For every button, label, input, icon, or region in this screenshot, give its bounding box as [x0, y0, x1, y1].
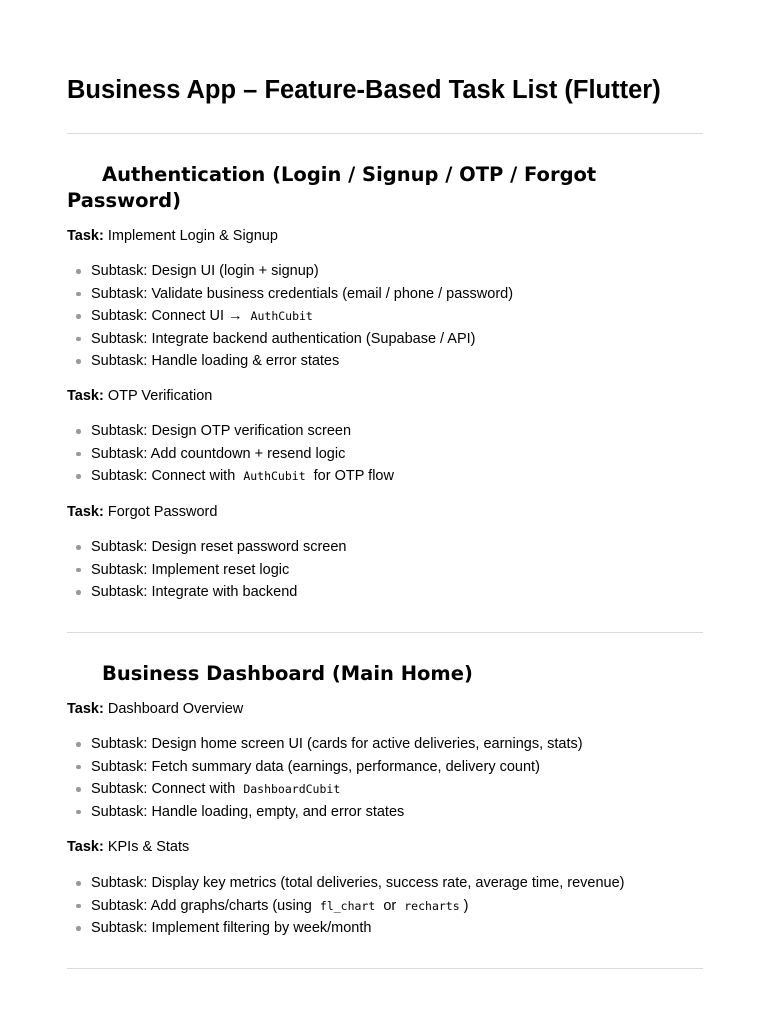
- inline-code: AuthCubit: [243, 469, 306, 483]
- subtask-text: Subtask: Add graphs/charts (using: [91, 897, 312, 914]
- subtask-text: Subtask: Design home screen UI (cards for active deliveries, earnings, stats): [91, 736, 583, 752]
- bullet-icon: [76, 590, 81, 595]
- list-item: [67, 537, 347, 560]
- bullet-icon: [76, 337, 81, 342]
- subtask-text: Subtask: Handle loading & error states: [91, 353, 340, 369]
- subtask-text: Subtask: Connect with: [91, 781, 236, 797]
- divider: [67, 133, 703, 134]
- bullet-icon: [76, 269, 81, 274]
- subtask-list: [67, 261, 513, 374]
- bullet-icon: [76, 292, 81, 297]
- list-item: [67, 734, 583, 757]
- list-item: [67, 582, 347, 605]
- subtask-text: Subtask: Validate business credentials (email / phone / password): [91, 285, 514, 302]
- list-item: [67, 466, 394, 489]
- inline-code: recharts: [404, 898, 460, 913]
- subtask-list: [67, 537, 347, 605]
- bullet-icon: [76, 787, 81, 792]
- subtask-text: for OTP flow: [313, 468, 394, 484]
- subtask-text: Subtask: Integrate backend authentication (Supabase / API): [91, 330, 476, 347]
- list-item: [67, 284, 513, 307]
- task-name: Forgot Password: [107, 504, 218, 520]
- subtask-text: Subtask: Design UI (login + signup): [91, 263, 319, 279]
- bullet-icon: [76, 765, 81, 770]
- task-kpis-stats: [67, 837, 189, 857]
- list-item: [67, 873, 625, 896]
- list-item: [67, 896, 625, 919]
- task-name: Dashboard Overview: [107, 701, 244, 717]
- subtask-text: Subtask: Handle loading, empty, and error states: [91, 803, 405, 820]
- bullet-icon: [76, 568, 81, 573]
- subtask-text: ): [463, 897, 469, 914]
- list-item: [67, 560, 347, 583]
- subtask-text: Subtask: Implement reset logic: [91, 561, 290, 578]
- list-item: [67, 351, 513, 374]
- task-label: Task:: [67, 504, 104, 520]
- list-item: [67, 329, 513, 352]
- list-item: [67, 757, 583, 780]
- task-label: Task:: [67, 388, 104, 404]
- task-label: Task:: [67, 228, 104, 244]
- subtask-text: Subtask: Design reset password screen: [91, 539, 347, 555]
- divider: [67, 968, 703, 969]
- bullet-icon: [76, 881, 81, 886]
- subtask-list: [67, 421, 394, 489]
- bullet-icon: [76, 926, 81, 931]
- subtask-text: Subtask: Integrate with backend: [91, 584, 298, 600]
- list-item: [67, 779, 583, 802]
- subtask-text: Subtask: Connect with: [91, 468, 236, 484]
- subtask-text: Subtask: Design OTP verification screen: [91, 423, 352, 439]
- task-name: Implement Login & Signup: [107, 228, 278, 244]
- list-item: [67, 802, 583, 825]
- task-login-signup: [67, 226, 278, 246]
- inline-code: fl_chart: [319, 898, 376, 913]
- task-otp-verification: [67, 386, 212, 406]
- inline-code: AuthCubit: [250, 309, 313, 323]
- section-heading-authentication: Authentication (Login / Signup / OTP / Forgot Password): [67, 163, 597, 212]
- bullet-icon: [76, 810, 81, 815]
- list-item: [67, 918, 625, 941]
- document-title: Business App – Feature-Based Task List (Flutter): [67, 76, 661, 104]
- bullet-icon: [76, 904, 81, 909]
- list-item: [67, 444, 394, 467]
- task-label: Task:: [67, 839, 104, 855]
- task-dashboard-overview: [67, 699, 243, 719]
- inline-code: DashboardCubit: [243, 782, 341, 796]
- divider: [67, 632, 703, 633]
- subtask-text: Subtask: Implement filtering by week/month: [91, 920, 372, 936]
- task-label: Task:: [67, 701, 104, 717]
- subtask-text: Subtask: Connect UI →: [91, 308, 243, 324]
- bullet-icon: [76, 429, 81, 434]
- list-item: [67, 421, 394, 444]
- subtask-text: or: [383, 897, 397, 914]
- bullet-icon: [76, 742, 81, 747]
- section-heading-dashboard: Business Dashboard (Main Home): [102, 662, 473, 685]
- list-item: [67, 261, 513, 284]
- bullet-icon: [76, 452, 81, 457]
- task-name: KPIs & Stats: [107, 839, 190, 855]
- list-item: [67, 306, 513, 329]
- subtask-list: [67, 734, 583, 824]
- subtask-text: Subtask: Display key metrics (total deliveries, success rate, average time, revenue): [91, 875, 625, 891]
- bullet-icon: [76, 314, 81, 319]
- subtask-list: [67, 873, 625, 941]
- bullet-icon: [76, 474, 81, 479]
- bullet-icon: [76, 359, 81, 364]
- task-forgot-password: [67, 502, 217, 522]
- subtask-text: Subtask: Fetch summary data (earnings, performance, delivery count): [91, 758, 540, 775]
- task-name: OTP Verification: [107, 388, 213, 404]
- subtask-text: Subtask: Add countdown + resend logic: [91, 445, 346, 462]
- bullet-icon: [76, 545, 81, 550]
